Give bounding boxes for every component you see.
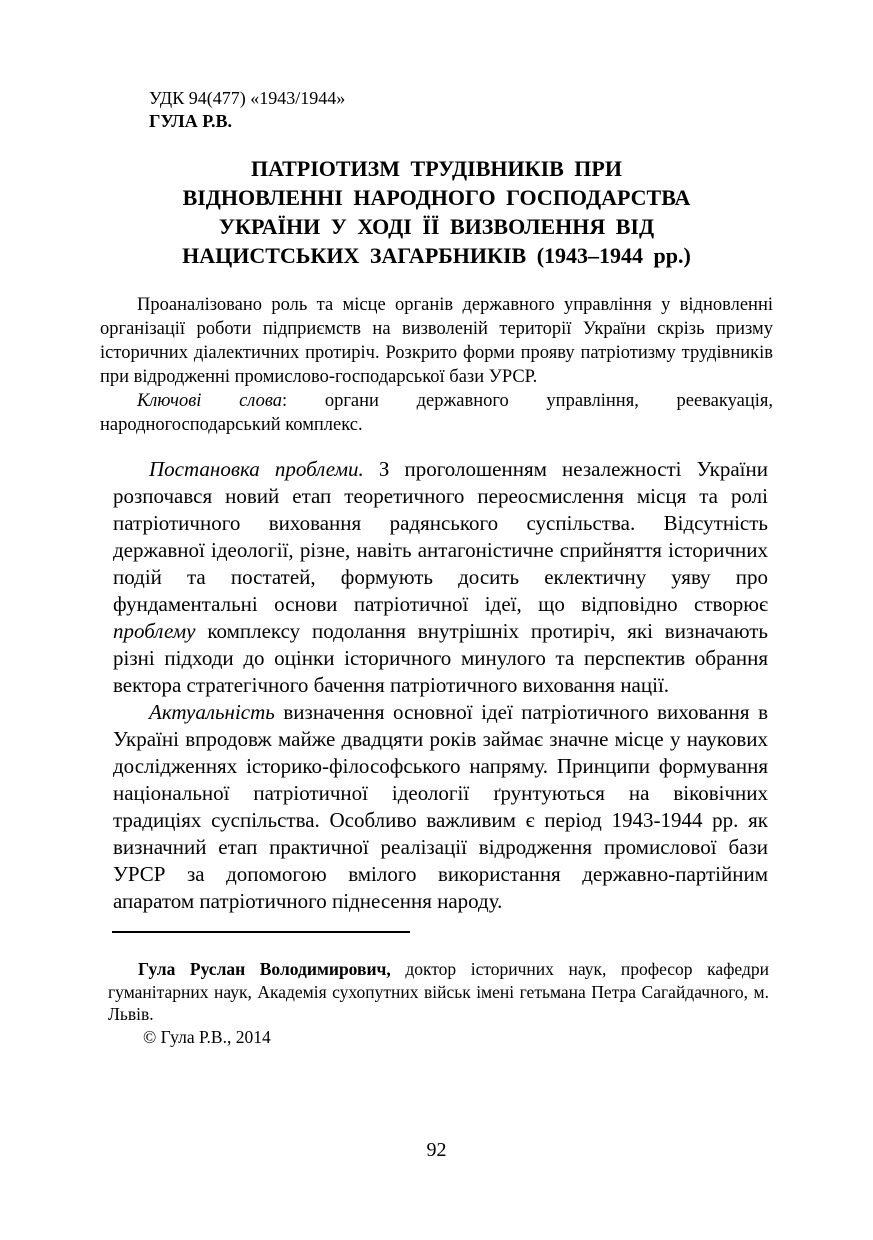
body-paragraph-relevance — [113, 699, 768, 915]
footnote-section — [108, 958, 769, 1048]
footnote-divider — [112, 931, 410, 933]
article-title: ПАТРІОТИЗМ ТРУДІВНИКІВ ПРИ ВІДНОВЛЕННІ НАРОДНОГО ГОСПОДАРСТВА УКРАЇНИ У ХОДІ ЇЇ ВИЗВОЛЕННЯ ВІД НАЦИСТСЬКИХ ЗАГАРБНИКІВ (1943–1944 рр.) — [182, 156, 691, 268]
author-name: ГУЛА Р.В. — [149, 111, 232, 131]
text-segment-normal: З проголошенням незалежності України розпочався новий етап теоретичного переосмислення місця та ролі патріотичного виховання радянського суспільства. Відсутність державної ідеології, різне, навіть антагоністичне сприйняття історичних подій та постатей, формують досить еклектичну уяву про фундаментальні основи патріотичної ідеї, що відповідно створює — [113, 457, 768, 616]
text-segment-normal: комплексу подолання внутрішніх протиріч, які визначають різні підходи до оцінки історичного минулого та перспектив обрання вектора стратегічного бачення патріотичного виховання нації. — [113, 619, 768, 697]
udc-code: УДК 94(477) «1943/1944» — [149, 88, 346, 108]
text-segment-normal: : органи державного управління, реевакуація, народногосподарський комплекс. — [100, 391, 773, 435]
text-segment-bold: Гула Руслан Володимирович, — [138, 959, 391, 979]
document-header — [149, 0, 873, 133]
text-segment-italic: Актуальність — [149, 700, 275, 724]
text-segment-normal: доктор історичних наук, професор кафедри гуманітарних наук, Академія сухопутних військ імені гетьмана Петра Сагайдачного, м. Львів. — [108, 959, 769, 1024]
footnote-affiliation — [108, 958, 769, 1026]
text-segment-normal: визначення основної ідеї патріотичного виховання в Україні впродовж майже двадцяти років займає значне місце у наукових дослідженнях історико-філософського напряму. Принципи формування національної патріотичної ідеології ґрунтуються на віковічних традиціях суспільства. Особливо важливим є період 1943-1944 рр. як визначний етап практичної реалізації відродження промислової бази УРСР за допомогою вмілого використання державно-партійним апаратом патріотичного піднесення народу. — [113, 700, 768, 913]
abstract-text: Проаналізовано роль та місце органів державного управління у відновленні організації роботи підприємств на визволеній території України скрізь призму історичних діалектичних протиріч. Розкрито форми прояву патріотизму трудівників при відродженні промислово-господарської бази УРСР. — [100, 295, 773, 387]
text-segment-italic: Ключові слова — [137, 391, 282, 411]
text-segment-italic: проблему — [113, 619, 196, 643]
text-segment-italic: Постановка проблеми. — [149, 457, 364, 481]
page-number: 92 — [426, 1139, 447, 1161]
abstract-section — [100, 293, 773, 437]
keywords-text — [100, 389, 773, 437]
body-paragraph-problem — [113, 456, 768, 699]
article-body — [113, 456, 768, 915]
copyright-line: © Гула Р.В., 2014 — [143, 1026, 271, 1047]
